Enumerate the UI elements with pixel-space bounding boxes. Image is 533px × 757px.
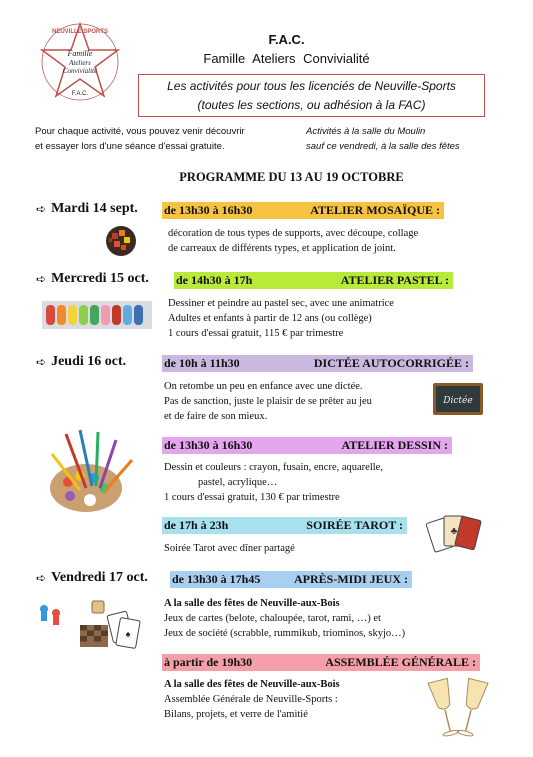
event-desc-dessin — [164, 460, 383, 505]
desc-line: et de faire de son mieux. — [164, 411, 268, 422]
day-vendredi — [36, 570, 148, 586]
logo-line2: Ateliers — [69, 59, 91, 67]
day-label: Jeudi 16 oct. — [51, 354, 127, 369]
event-bar-jeux — [170, 571, 412, 588]
event-bar-dictee — [162, 355, 473, 372]
desc-venue: A la salle des fêtes de Neuville-aux-Bois — [164, 679, 340, 690]
event-title: ATELIER PASTEL : — [340, 273, 449, 287]
desc-line: Assemblée Générale de Neuville-Sports : — [164, 694, 338, 705]
event-desc-tarot — [164, 541, 295, 556]
programme-title: PROGRAMME DU 13 AU 19 OCTOBRE — [179, 170, 404, 184]
desc-line: Jeux de société (scrabble, rummikub, triominos, skyjo…) — [164, 628, 406, 639]
paint-palette-icon — [46, 430, 136, 516]
board-games-icon — [36, 597, 140, 659]
desc-line: Pas de sanction, juste le plaisir de se prêter au jeu — [164, 396, 372, 407]
event-bar-pastel — [174, 272, 453, 289]
desc-line: Jeux de cartes (belote, chaloupée, tarot, rami, …) et — [164, 613, 381, 624]
desc-venue: A la salle des fêtes de Neuville-aux-Bois — [164, 598, 340, 609]
intro-right-2: sauf ce vendredi, à la salle des fêtes — [306, 141, 460, 152]
desc-line: décoration de tous types de supports, avec découpe, collage — [168, 228, 419, 239]
event-title: ASSEMBLÉE GÉNÉRALE : — [325, 655, 476, 669]
pastel-sticks-icon — [42, 297, 152, 331]
arrow-icon: ➪ — [36, 355, 47, 369]
svg-text:♣: ♣ — [450, 526, 458, 537]
header-subtitle: Famille Ateliers Convivialité — [203, 51, 370, 66]
day-jeudi — [36, 354, 126, 370]
desc-line: Bilans, projets, et verre de l'amitié — [164, 709, 308, 720]
desc-line: 1 cours d'essai gratuit, 130 € par trimestre — [164, 492, 340, 503]
mosaic-icon — [104, 224, 138, 258]
arrow-icon: ➪ — [36, 202, 47, 216]
event-time: de 10h à 11h30 — [164, 356, 240, 370]
logo-top-text: NEUVILLE SPORTS — [51, 29, 109, 35]
day-mercredi — [36, 271, 149, 287]
logo-line3: Convivialité — [62, 67, 98, 75]
event-title: ATELIER DESSIN : — [341, 438, 448, 452]
event-time: de 14h30 à 17h — [176, 273, 253, 287]
desc-line: Dessin et couleurs : crayon, fusain, encre, aquarelle, — [164, 462, 383, 473]
desc-line: Dessiner et peindre au pastel sec, avec une animatrice — [168, 298, 394, 309]
intro-left-1: Pour chaque activité, vous pouvez venir découvrir — [35, 126, 245, 137]
notice-line2: (toutes les sections, ou adhésion à la FAC) — [197, 98, 426, 112]
event-title: APRÈS-MIDI JEUX : — [294, 572, 408, 586]
event-title: SOIRÉE TAROT : — [306, 518, 403, 532]
intro-left — [35, 124, 245, 154]
svg-text:♠: ♠ — [125, 629, 131, 639]
intro-right — [306, 124, 460, 154]
event-time: de 13h30 à 17h45 — [172, 572, 261, 586]
champagne-glasses-icon — [428, 676, 490, 742]
tarot-cards-icon — [428, 512, 490, 554]
event-desc-ag — [164, 677, 340, 722]
desc-line: de carreaux de différents types, et application de joint. — [168, 243, 396, 254]
day-label: Mardi 14 sept. — [51, 201, 138, 216]
notice-box — [138, 74, 485, 117]
event-time: de 17h à 23h — [164, 518, 229, 532]
arrow-icon: ➪ — [36, 571, 47, 585]
desc-line: Soirée Tarot avec dîner partagé — [164, 543, 295, 554]
desc-line: Adultes et enfants à partir de 12 ans (ou collège) — [168, 313, 372, 324]
event-desc-jeux — [164, 596, 405, 641]
intro-right-1: Activités à la salle du Moulin — [306, 126, 426, 137]
desc-line: pastel, acrylique… — [198, 477, 278, 488]
event-title: ATELIER MOSAÏQUE : — [310, 203, 440, 217]
logo-line1: Famille — [67, 49, 93, 58]
event-bar-tarot — [162, 517, 407, 534]
event-bar-dessin — [162, 437, 452, 454]
event-bar-ag — [162, 654, 480, 671]
event-time: à partir de 19h30 — [164, 655, 253, 669]
notice-line1: Les activités pour tous les licenciés de Neuville-Sports — [167, 79, 456, 93]
event-desc-dictee — [164, 379, 372, 424]
board-text: Dictée — [443, 396, 473, 406]
logo-bottom-text: F.A.C. — [71, 91, 89, 97]
event-bar-mosaique — [162, 202, 444, 219]
slate-board-icon — [432, 382, 484, 416]
day-label: Vendredi 17 oct. — [51, 570, 148, 585]
event-time: de 13h30 à 16h30 — [164, 203, 253, 217]
day-mardi — [36, 201, 138, 217]
event-title: DICTÉE AUTOCORRIGÉE : — [313, 356, 469, 370]
event-desc-pastel — [168, 296, 394, 341]
header-title: F.A.C. — [268, 32, 305, 47]
event-desc-mosaique — [168, 226, 418, 256]
desc-line: On retombe un peu en enfance avec une dictée. — [164, 381, 363, 392]
desc-line: 1 cours d'essai gratuit, 115 € par trimestre — [168, 328, 344, 339]
event-time: de 13h30 à 16h30 — [164, 438, 253, 452]
intro-left-2: et essayer lors d'une séance d'essai gratuite. — [35, 141, 225, 152]
day-label: Mercredi 15 oct. — [51, 271, 149, 286]
arrow-icon: ➪ — [36, 272, 47, 286]
